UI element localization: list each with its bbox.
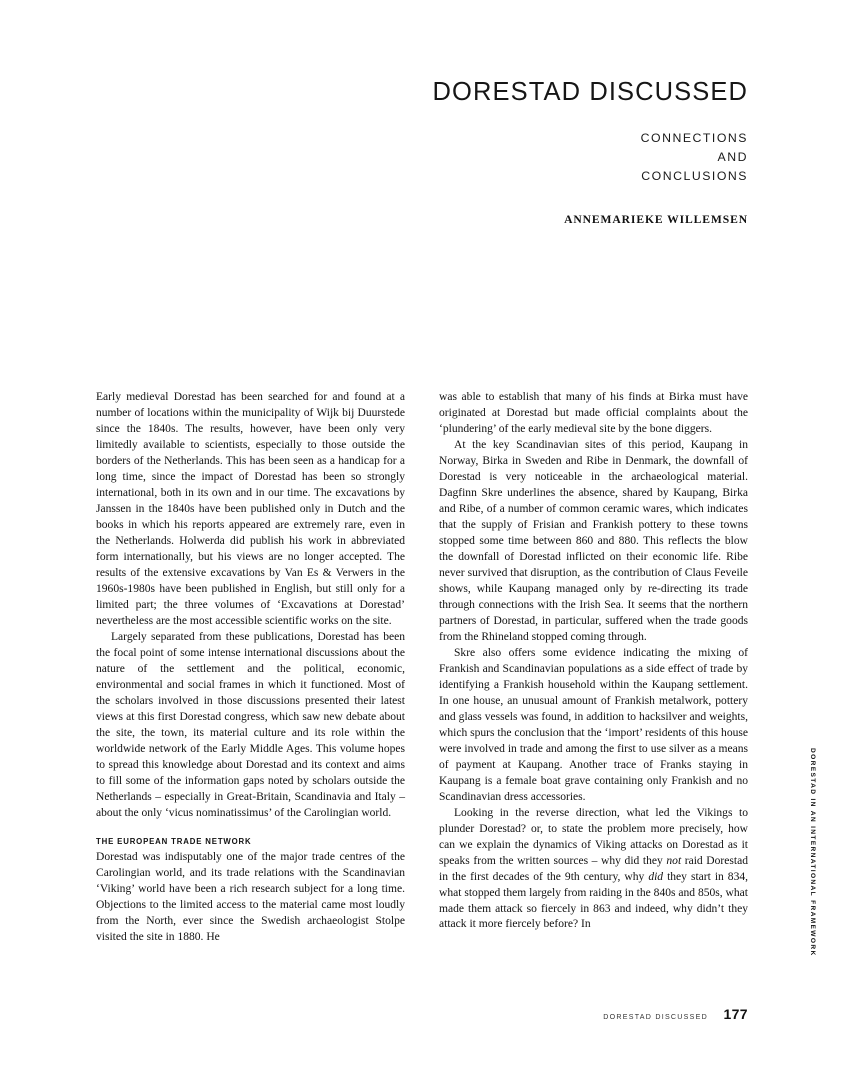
footer-label: DORESTAD DISCUSSED [603, 1013, 708, 1021]
text-fragment: Looking in the reverse direction, what led the Vikings to plunder Dorestad? or, to state the problem more precisely, how can we explain the dynamics of Viking attacks on Dorestad as it speaks from the written sources – why did they [439, 806, 748, 867]
paragraph: was able to establish that many of his finds at Birka must have originated at Dorestad but made official complaints about the ‘plundering’ of the early medieval site by the bone diggers. [439, 391, 748, 435]
paragraph: Dorestad was indisputably one of the major trade centres of the Carolingian world, and its trade relations with the Scandinavian ‘Viking’ world have been a rich research subject for a long time. Objections to the limited access to the material came most loudly from the North, ever since the Swedish archaeologist Stolpe visited the site in 1880. He [96, 850, 405, 943]
text-fragment: not [666, 854, 682, 867]
section-heading: THE EUROPEAN TRADE NETWORK [96, 836, 252, 846]
page-title: DORESTAD DISCUSSED [432, 78, 748, 106]
page-footer [96, 1006, 748, 1022]
subtitle-line-1: CONNECTIONS [640, 131, 748, 146]
text-fragment: raid Dorestad in the first decades of the 9th century, why [439, 854, 748, 883]
title-block [96, 78, 748, 226]
subtitle-line-3: CONCLUSIONS [641, 169, 748, 184]
subtitle-line-2: AND [717, 150, 748, 165]
column-right [439, 390, 748, 945]
text-fragment: they start in 834, what stopped them largely from raiding in the 840s and 850s, what made them attack so fiercely in 863 and indeed, why didn’t they attack it more fiercely before? In [439, 870, 749, 931]
body-columns [96, 390, 748, 945]
subtitle-block [96, 129, 748, 186]
column-left [96, 390, 405, 945]
author-name: ANNEMARIEKE WILLEMSEN [564, 213, 748, 227]
paragraph: Early medieval Dorestad has been searched for and found at a number of locations within the municipality of Wijk bij Duurstede since the 1840s. The results, however, have been only very limitedly available to scientists, especially to those outside the borders of the Netherlands. This has been seen as a handicap for a long time, since the impact of Dorestad has been so strongly international, both in its own and in our time. The excavations by Janssen in the 1840s have been published only in Dutch and the books in which his reports appeared are extremely rare, even in the Netherlands. Holwerda did publish his work in abbreviated form internationally, but his views are no longer accepted. The results of the extensive excavations by Van Es & Verwers in the 1960s-1980s have been published in English, but still only for a limited part; the three volumes of ‘Excavations at Dorestad’ nevertheless are the most accessible scientific works on the site. [96, 391, 405, 627]
paragraph: Skre also offers some evidence indicating the mixing of Frankish and Scandinavian populations as a side effect of trade by identifying a Frankish household within the Kaupang settlement. In one house, an unusual amount of Frankish metalwork, pottery and glass vessels was found, in addition to hacksilver and weights, which spurs the conclusion that the ‘import’ residents of this house were involved in trade and among the first to use silver as a means of payment at Kaupang. Another trace of Franks staying in Kaupang is a female boat grave containing only Frankish and no Scandinavian dress accessories. [439, 646, 748, 803]
page-number: 177 [723, 1006, 748, 1022]
paragraph: At the key Scandinavian sites of this period, Kaupang in Norway, Birka in Sweden and Ribe in Denmark, the downfall of Dorestad is very noticeable in the archaeological material. Dagfinn Skre underlines the absence, shared by Kaupang, Birka and Ribe, of a number of common ceramic wares, which indicates that the supply of Frisian and Frankish pottery to these towns stopped some time between 860 and 880. This reflects the blow the downfall of Dorestad inflicted on their economic life. Ribe never survived that disruption, as the contribution of Claus Feveile shows, while Kaupang managed only by re-directing its trade through connections with the Irish Sea. It seems that the northern partners of Dorestad, in particular, suffered when the trade goods from the Rhineland stopped coming through. [439, 438, 748, 643]
paragraph-mixed-style [439, 806, 748, 934]
paragraph: Largely separated from these publications, Dorestad has been the focal point of some intense international discussions about the nature of the settlement and the political, economic, environmental and social frames in which it functioned. Most of the scholars involved in those discussions presented their latest views at this first Dorestad congress, which saw new debate about the site, the town, its material culture and its role within the worldwide network of the Early Middle Ages. This volume hopes to spread this knowledge about Dorestad and its context and aims to fill some of the information gaps noted by scholars outside the Netherlands – especially in Great-Britain, Scandinavia and Italy – about the only ‘vicus nominatissimus’ of the Carolingian world. [96, 630, 405, 819]
vertical-running-head: DORESTAD IN AN INTERNATIONAL FRAMEWORK [809, 748, 816, 957]
text-fragment: did [648, 870, 664, 883]
